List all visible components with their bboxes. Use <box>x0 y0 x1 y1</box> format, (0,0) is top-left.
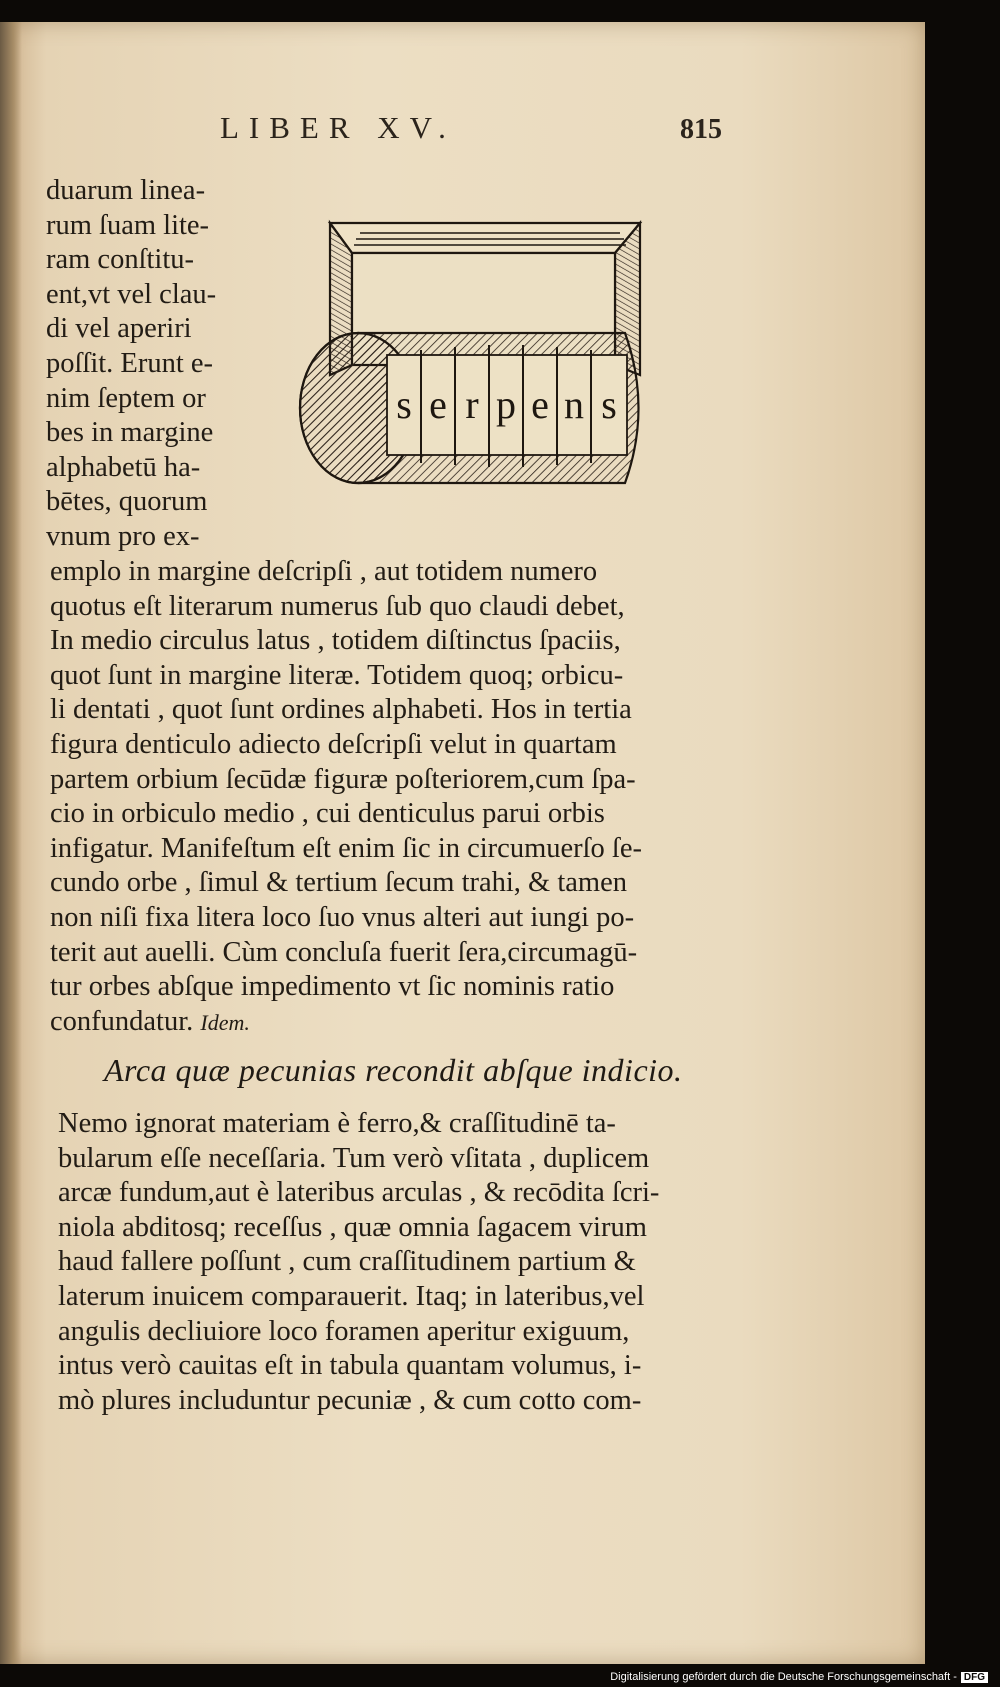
ring-letter: r <box>465 382 479 427</box>
text-line: vnum pro ex- <box>46 520 200 552</box>
digitization-footer <box>610 1671 988 1683</box>
text-line: ram conſtitu- <box>46 244 194 276</box>
text-line: arcæ fundum,aut è lateribus arculas , & recōdita ſcri- <box>58 1177 660 1209</box>
footer-credit: Digitalisierung gefördert durch die Deutsche Forschungsgemeinschaft - <box>610 1671 957 1683</box>
text-line: bētes, quorum <box>46 486 208 518</box>
ring-letter: n <box>564 382 584 427</box>
ring-letter: e <box>429 382 447 427</box>
text-line: bularum eſſe neceſſaria. Tum verò vſitata , duplicem <box>58 1142 650 1174</box>
text-line: duarum linea- <box>46 175 206 206</box>
ring-letter: s <box>601 382 617 427</box>
text-line: quotus eſt literarum numerus ſub quo claudi debet, <box>50 590 625 622</box>
text-line: infigatur. Manifeſtum eſt enim ſic in circumuerſo ſe- <box>50 832 642 864</box>
ring-letter: e <box>531 382 549 427</box>
text-line: intus verò cauitas eſt in tabula quantam volumus, i- <box>58 1350 642 1382</box>
running-head: LIBER XV. <box>220 110 456 145</box>
lock-ring-bands <box>387 345 627 467</box>
dfg-logo: DFG <box>961 1672 988 1683</box>
attribution: Idem. <box>200 1009 250 1035</box>
text-line: li dentati , quot ſunt ordines alphabeti. Hos in tertia <box>50 694 632 726</box>
text-line: Nemo ignorat materiam è ferro,& craſſitudinē ta- <box>58 1108 616 1139</box>
section-text-block <box>58 1107 659 1418</box>
text-line: emplo in margine deſcripſi , aut totidem numero <box>50 556 598 587</box>
book-page <box>0 22 925 1664</box>
section-heading: Arca quæ pecunias recondit abſque indicio. <box>104 1052 683 1088</box>
page-binding-edge <box>0 22 22 1664</box>
text-line: confundatur. <box>50 1005 194 1037</box>
ring-letter: s <box>396 382 412 427</box>
text-line: cundo orbe , ſimul & tertium ſecum trahi, & tamen <box>50 867 627 899</box>
narrow-text-block <box>46 174 216 555</box>
text-line-last <box>50 1005 642 1040</box>
text-line: angulis decliuiore loco foramen aperitur exiguum, <box>58 1315 630 1347</box>
text-line: niola abditosq; receſſus , quæ omnia ſagacem virum <box>58 1211 647 1243</box>
text-line: rum ſuam lite- <box>46 209 210 241</box>
text-line: quot ſunt in margine literæ. Totidem quoq; orbicu- <box>50 659 624 691</box>
ring-letter: p <box>496 382 516 427</box>
text-line: tur orbes abſque impedimento vt ſic nominis ratio <box>50 971 615 1003</box>
lock-woodcut-figure <box>290 215 675 493</box>
main-text-block <box>50 555 642 1039</box>
text-line: In medio circulus latus , totidem diſtinctus ſpaciis, <box>50 625 621 657</box>
text-line: ent,vt vel clau- <box>46 278 217 310</box>
text-line: terit aut auelli. Cùm concluſa fuerit ſera,circumagū- <box>50 936 638 968</box>
text-line: nim ſeptem or <box>46 382 206 414</box>
text-line: alphabetū ha- <box>46 451 201 483</box>
text-line: partem orbium ſecūdæ figuræ poſteriorem,cum ſpa- <box>50 763 636 795</box>
text-line: bes in margine <box>46 417 214 449</box>
text-line: figura denticulo adiecto deſcripſi velut in quartam <box>50 728 617 760</box>
text-line: laterum inuicem comparauerit. Itaq; in lateribus,vel <box>58 1280 645 1312</box>
text-line: poſſit. Erunt e- <box>46 347 214 379</box>
text-line: cio in orbiculo medio , cui denticulus parui orbis <box>50 798 605 830</box>
text-line: haud fallere poſſunt , cum craſſitudinem partium & <box>58 1246 636 1278</box>
page-number: 815 <box>680 114 722 145</box>
text-line: non niſi fixa litera loco ſuo vnus alteri aut iungi po- <box>50 901 635 933</box>
text-line: mò plures includuntur pecuniæ , & cum cotto com- <box>58 1384 642 1416</box>
text-line: di vel aperiri <box>46 313 192 345</box>
